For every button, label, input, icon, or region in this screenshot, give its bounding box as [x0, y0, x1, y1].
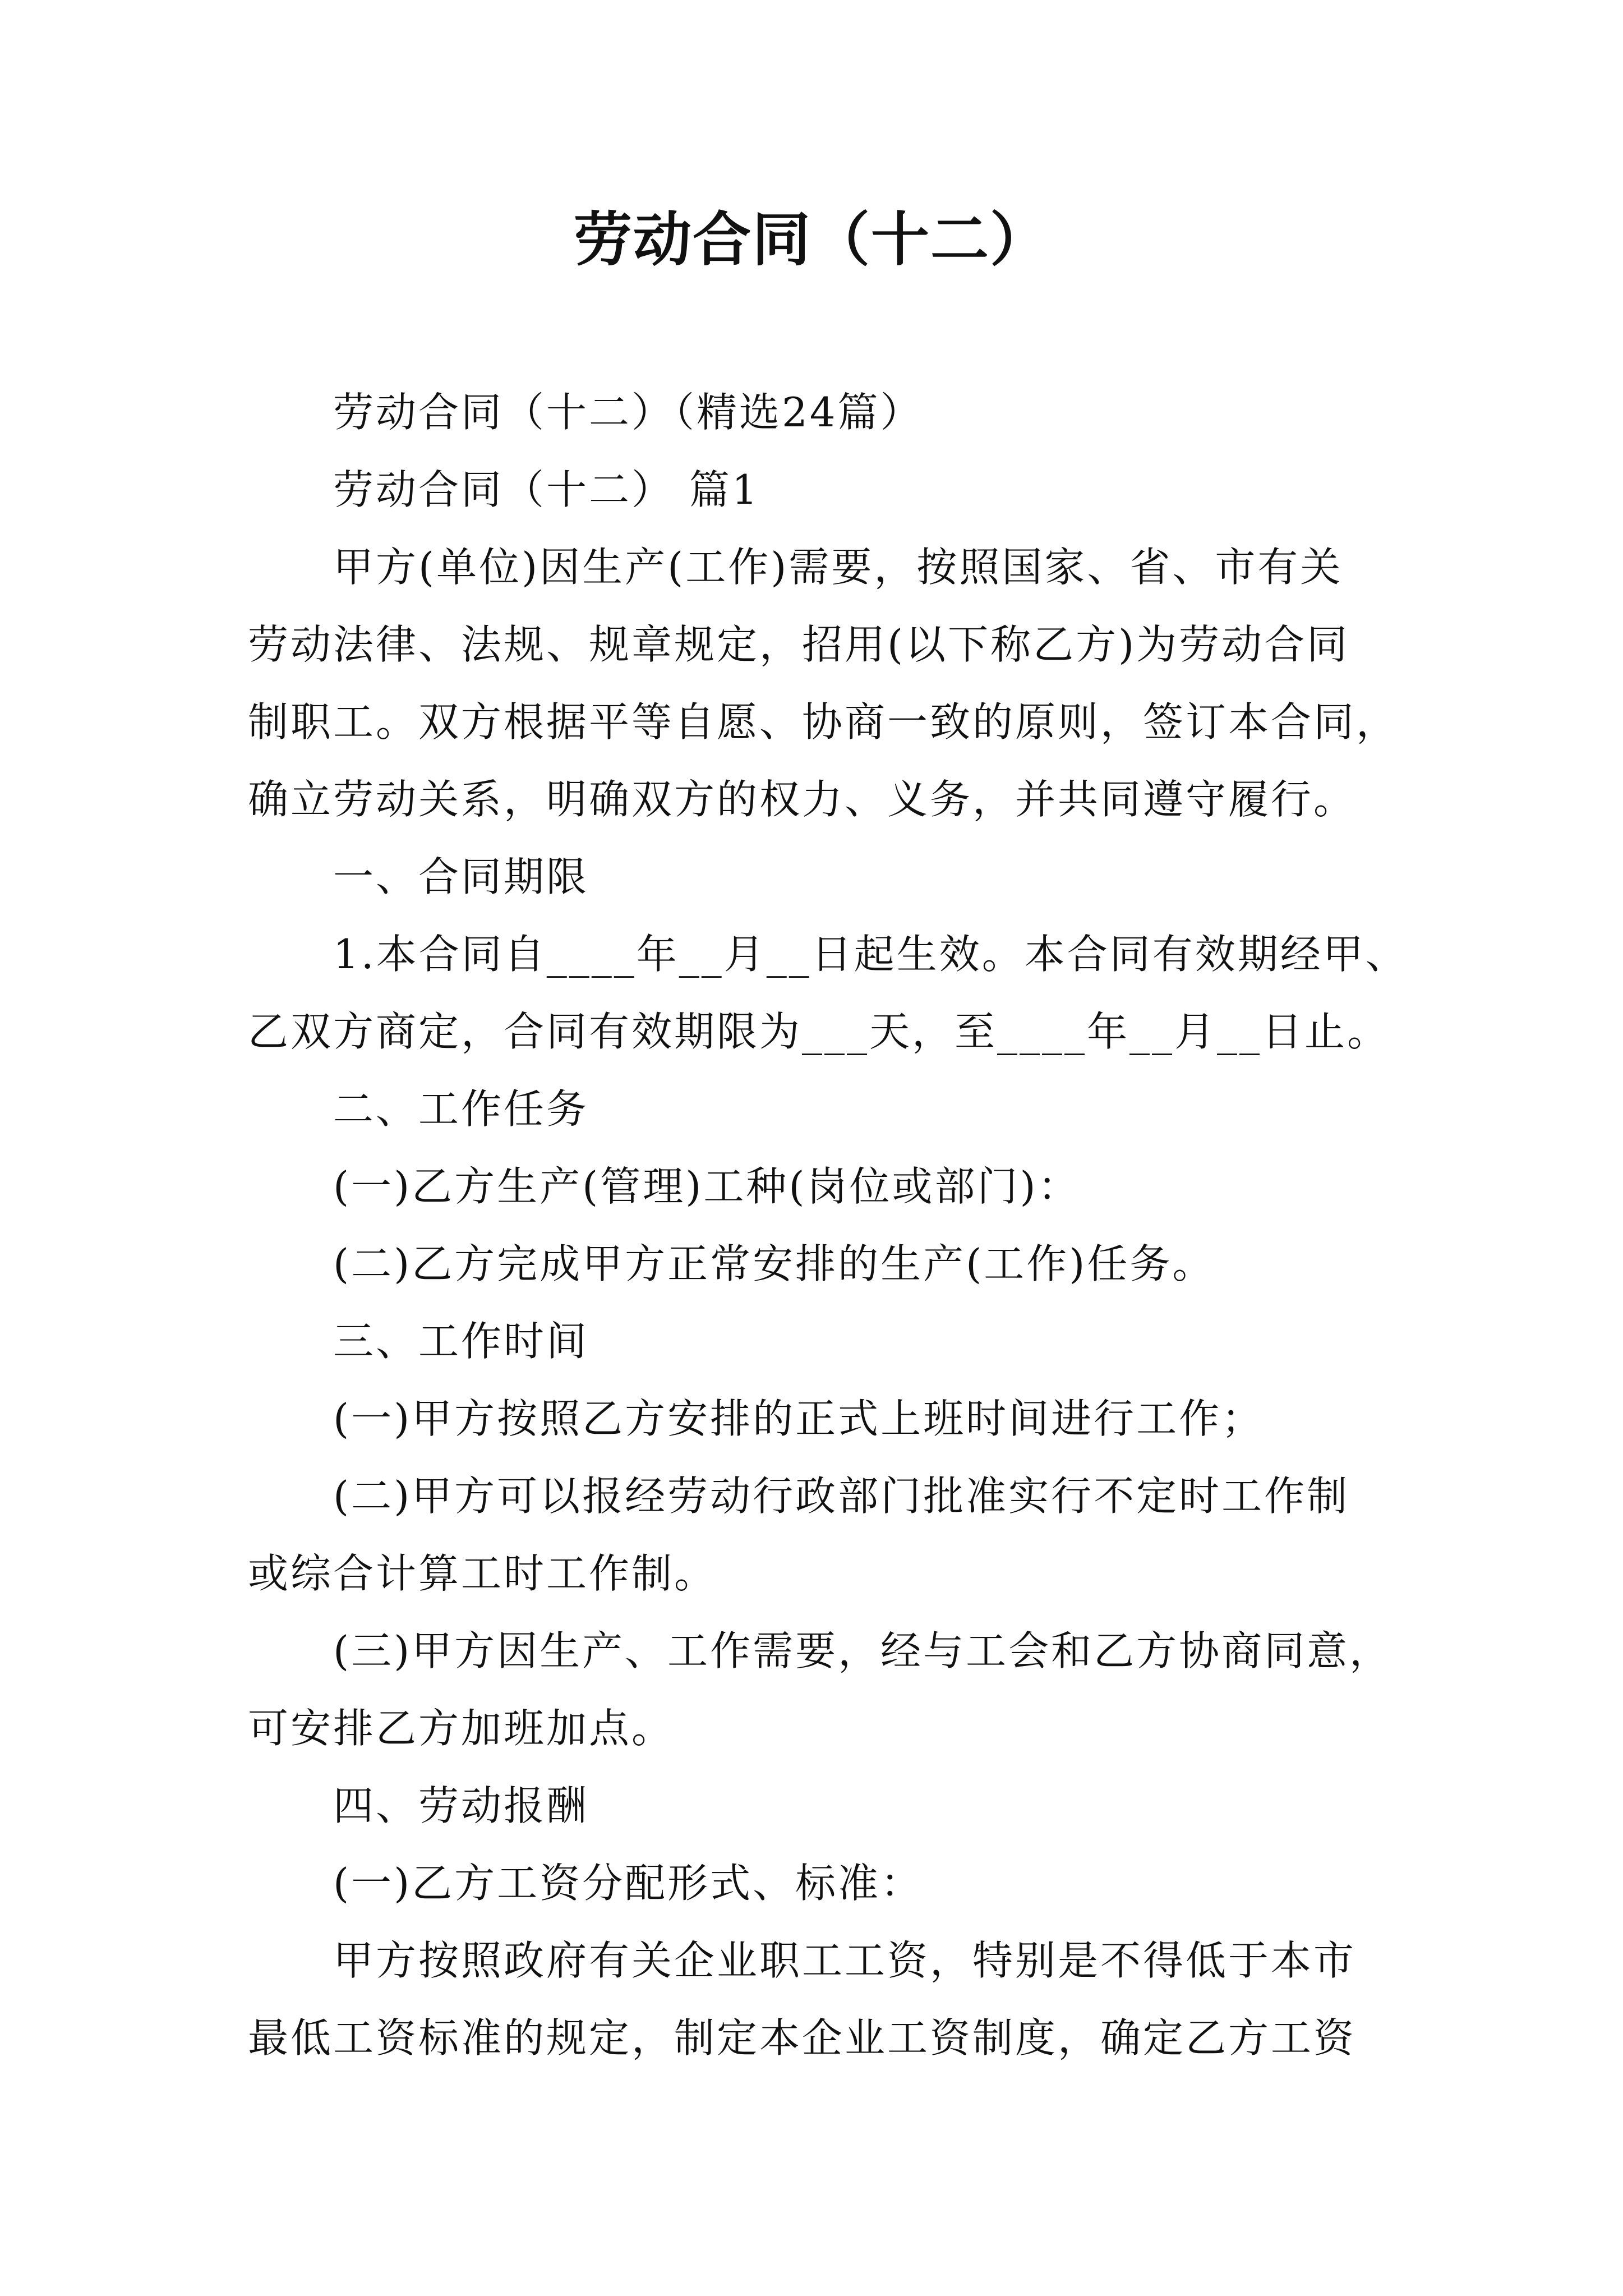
- text-line: (二)甲方可以报经劳动行政部门批准实行不定时工作制: [333, 1473, 1350, 1520]
- text-line: 最低工资标准的规定，制定本企业工资制度，确定乙方工资: [248, 2014, 1357, 2062]
- text-line: 三、工作时间: [333, 1318, 589, 1365]
- text-line: 或综合计算工时工作制。: [248, 1550, 717, 1597]
- text-line: (一)乙方生产(管理)工种(岗位或部门)：: [333, 1163, 1081, 1210]
- text-line: (一)乙方工资分配形式、标准：: [333, 1860, 924, 1907]
- text-line: (三)甲方因生产、工作需要，经与工会和乙方协商同意，: [333, 1627, 1393, 1674]
- text-line: 乙双方商定，合同有效期限为___天，至____年__月__日止。: [248, 1008, 1390, 1055]
- text-line: 确立劳动关系，明确双方的权力、义务，并共同遵守履行。: [248, 776, 1357, 823]
- text-line: 一、合同期限: [333, 853, 589, 900]
- text-line: 劳动合同（十二） 篇1: [333, 466, 760, 513]
- text-line: 劳动法律、法规、规章规定，招用(以下称乙方)为劳动合同: [248, 621, 1350, 668]
- text-line: 甲方按照政府有关企业职工工资，特别是不得低于本市: [333, 1937, 1357, 1984]
- text-line: 甲方(单位)因生产(工作)需要，按照国家、省、市有关: [333, 544, 1343, 591]
- text-line: 1.本合同自____年__月__日起生效。本合同有效期经甲、: [333, 931, 1408, 978]
- document-body: [248, 374, 1408, 2077]
- text-line: 制职工。双方根据平等自愿、协商一致的原则，签订本合同，: [248, 698, 1399, 746]
- text-line: (二)乙方完成甲方正常安排的生产(工作)任务。: [333, 1240, 1215, 1287]
- text-line: 劳动合同（十二）（精选24篇）: [333, 389, 923, 436]
- text-line: 可安排乙方加班加点。: [248, 1705, 675, 1752]
- text-line: 二、工作任务: [333, 1085, 589, 1133]
- text-line: (一)甲方按照乙方安排的正式上班时间进行工作；: [333, 1395, 1265, 1442]
- document-title: 劳动合同（十二）: [573, 205, 1049, 274]
- text-line: 四、劳动报酬: [333, 1782, 589, 1829]
